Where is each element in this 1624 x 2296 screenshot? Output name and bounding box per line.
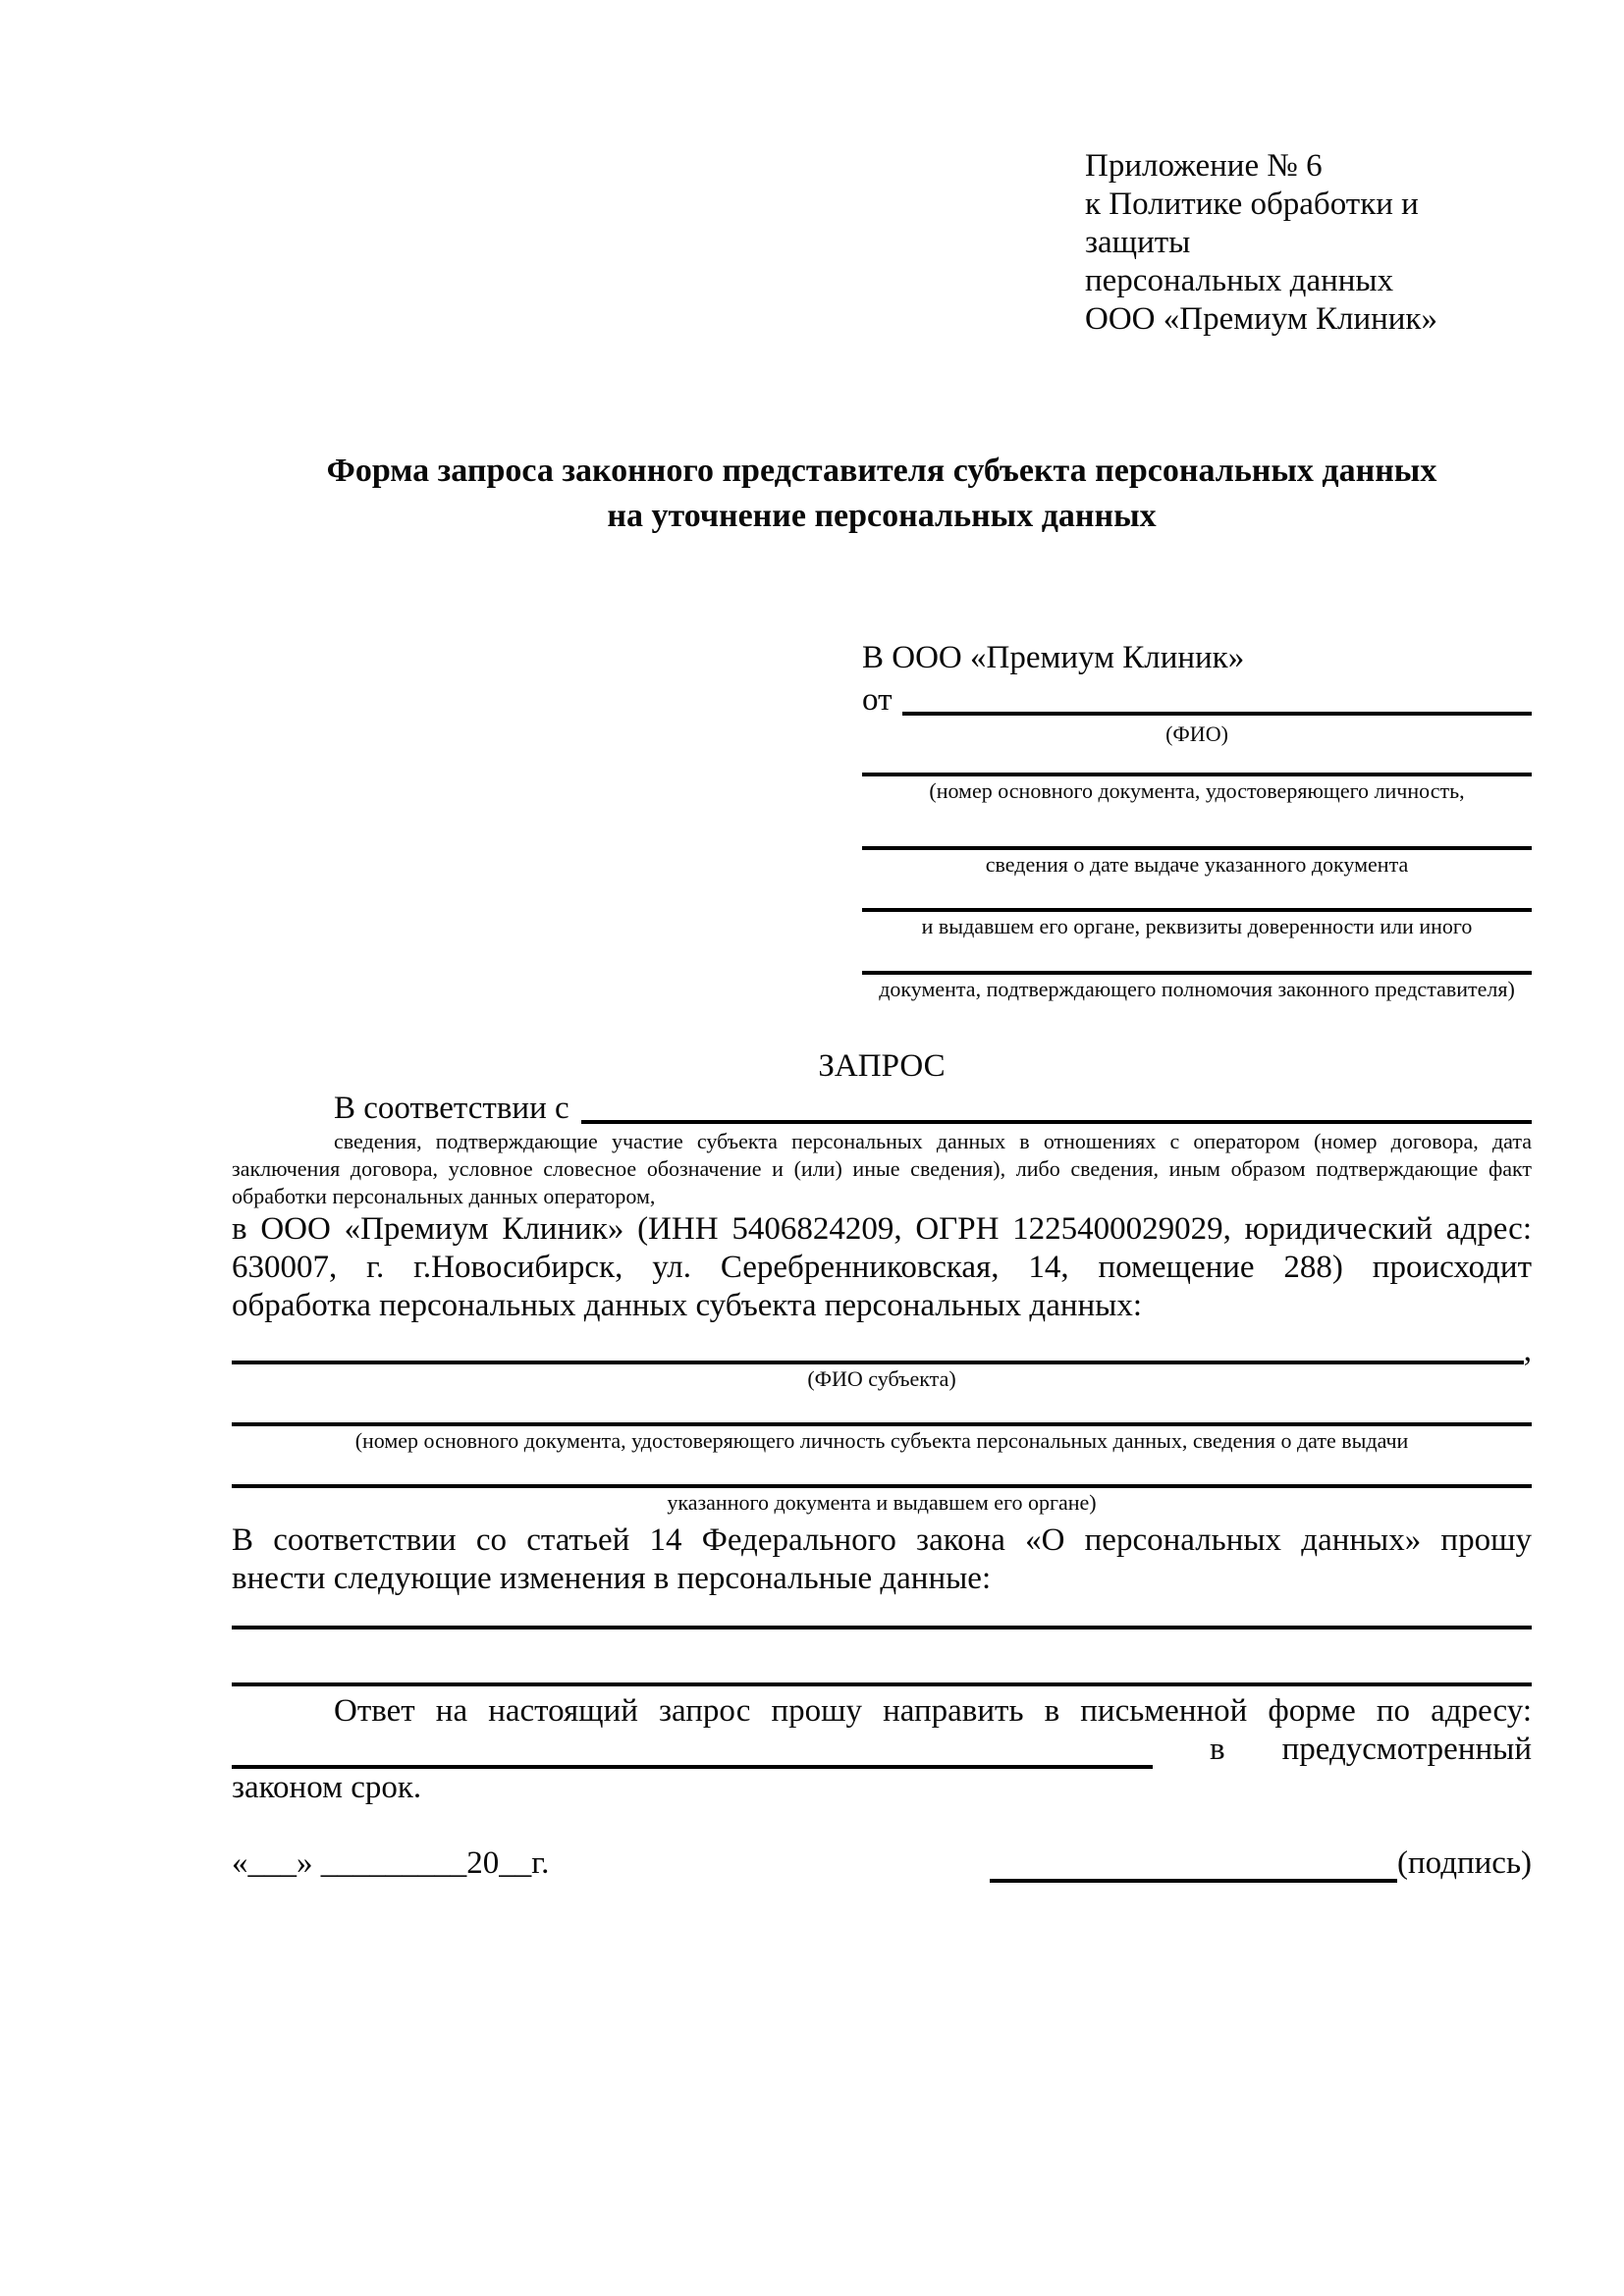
signature-caption: (подпись) bbox=[1397, 1845, 1532, 1881]
blank-line bbox=[232, 1392, 1532, 1426]
intro-caption bbox=[232, 1128, 1532, 1210]
blank-line bbox=[862, 747, 1532, 776]
intro-caption-line: заключения договора, условное словесное обозначение и (или) иные сведения), либо сведения, иным образом подтверждающие факт bbox=[232, 1156, 1532, 1181]
appendix-note-line: к Политике обработки и защиты bbox=[1085, 187, 1419, 260]
intro-caption-line: обработки персональных данных оператором, bbox=[232, 1184, 656, 1208]
from-blank-line bbox=[902, 681, 1533, 716]
amendment-paragraph bbox=[232, 1522, 1532, 1598]
operator-paragraph-line: 630007, г. г.Новосибирск, ул. Серебренниковская, 14, помещение 288) происходит bbox=[232, 1250, 1532, 1285]
blank-line bbox=[232, 1454, 1532, 1488]
form-title-line: Форма запроса законного представителя субъекта персональных данных bbox=[326, 453, 1437, 489]
signature-row bbox=[232, 1844, 1532, 1883]
blank-line bbox=[862, 878, 1532, 912]
date-field: «___» _________20__г. bbox=[232, 1845, 550, 1881]
amendment-paragraph-line: внести следующие изменения в персональные данные: bbox=[232, 1561, 992, 1596]
reply-line: Ответ на настоящий запрос прошу направить в письменной форме по адресу: bbox=[334, 1693, 1532, 1729]
intro-blank-line bbox=[581, 1090, 1532, 1124]
blank-line bbox=[862, 804, 1532, 850]
form-title-line: на уточнение персональных данных bbox=[607, 498, 1157, 534]
issuing-authority-caption: и выдавшем его органе, реквизиты доверенности или иного bbox=[921, 914, 1473, 938]
from-row bbox=[862, 681, 1532, 720]
operator-paragraph bbox=[232, 1210, 1532, 1325]
subject-fio-blank-line bbox=[232, 1345, 1524, 1364]
amendment-blank-line bbox=[232, 1598, 1532, 1629]
reply-address-row bbox=[232, 1731, 1532, 1769]
appendix-note bbox=[1085, 147, 1532, 339]
subject-doc-caption-line: указанного документа и выдавшем его органе) bbox=[667, 1490, 1097, 1515]
addressee-block bbox=[862, 639, 1532, 1002]
addressee-organization: В ООО «Премиум Клиник» bbox=[862, 640, 1245, 675]
request-heading: ЗАПРОС bbox=[818, 1048, 946, 1084]
reply-word: в bbox=[1210, 1732, 1225, 1767]
issue-date-caption: сведения о дате выдаче указанного документа bbox=[985, 852, 1409, 877]
signature-blank-line bbox=[990, 1848, 1397, 1883]
from-label: от bbox=[862, 682, 893, 718]
subject-line-comma: , bbox=[1523, 1333, 1532, 1368]
fio-caption: (ФИО) bbox=[1165, 721, 1228, 746]
intro-label: В соответствии с bbox=[334, 1091, 569, 1126]
intro-row bbox=[232, 1090, 1532, 1128]
amendment-blank-line bbox=[232, 1629, 1532, 1686]
form-title bbox=[232, 449, 1532, 539]
signature-field bbox=[990, 1844, 1532, 1883]
authority-document-caption: документа, подтверждающего полномочия законного представителя) bbox=[879, 977, 1515, 1001]
appendix-note-line: Приложение № 6 bbox=[1085, 148, 1323, 184]
appendix-note-line: ООО «Премиум Клиник» bbox=[1085, 301, 1437, 337]
reply-line: законом срок. bbox=[232, 1770, 422, 1805]
operator-paragraph-line: в ООО «Премиум Клиник» (ИНН 5406824209, ОГРН 1225400029029, юридический адрес: bbox=[232, 1211, 1532, 1247]
reply-word: предусмотренный bbox=[1281, 1732, 1532, 1767]
operator-paragraph-line: обработка персональных данных субъекта персональных данных: bbox=[232, 1288, 1142, 1323]
doc-number-caption: (номер основного документа, удостоверяющего личность, bbox=[929, 778, 1465, 803]
intro-caption-line: сведения, подтверждающие участие субъекта персональных данных в отношениях с оператором (номер договора, дата bbox=[334, 1129, 1532, 1153]
subject-fio-line-row bbox=[232, 1333, 1532, 1368]
subject-fio-caption: (ФИО субъекта) bbox=[807, 1366, 956, 1391]
reply-address-blank-line bbox=[232, 1735, 1153, 1769]
subject-doc-caption-line: (номер основного документа, удостоверяющего личность субъекта персональных данных, сведения о дате выдачи bbox=[354, 1428, 1409, 1453]
blank-line bbox=[862, 939, 1532, 975]
amendment-paragraph-line: В соответствии со статьей 14 Федерального закона «О персональных данных» прошу bbox=[232, 1522, 1532, 1558]
appendix-note-line: персональных данных bbox=[1085, 263, 1394, 298]
